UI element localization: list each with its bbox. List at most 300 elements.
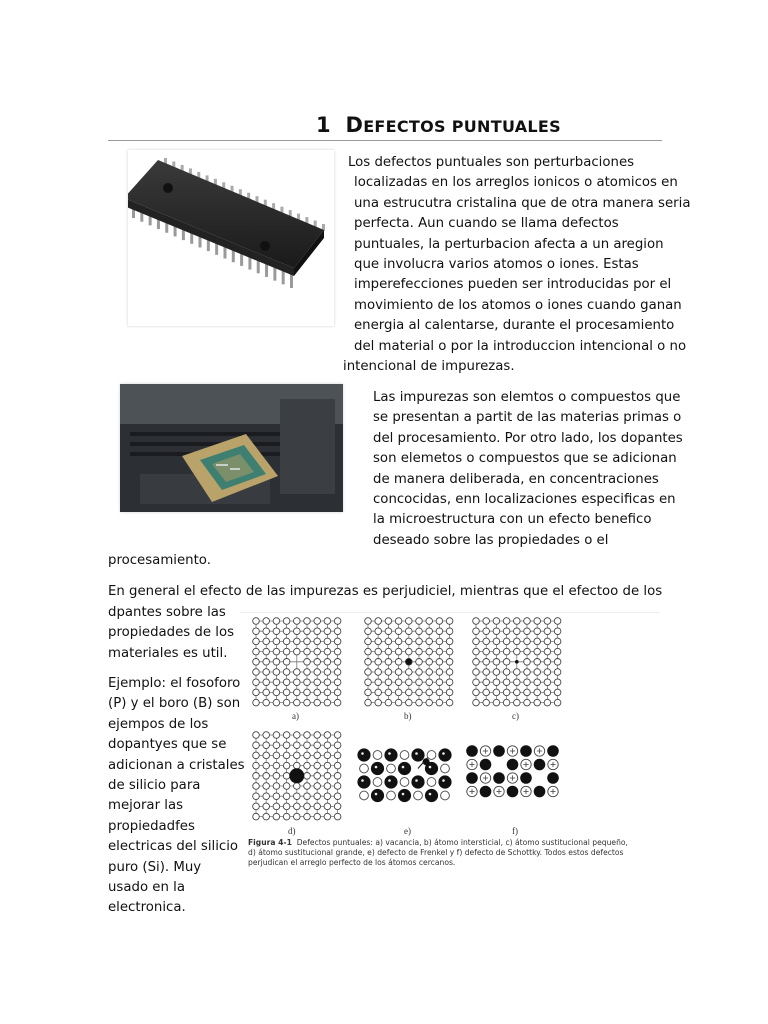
figure-label-b: b): [404, 711, 412, 721]
chip-image: [128, 150, 334, 326]
lattice-atom: [253, 689, 260, 696]
lattice-atom: [503, 659, 510, 666]
lattice-atom: [304, 773, 311, 780]
lattice-atom: [314, 742, 321, 749]
lattice-atom: [503, 628, 510, 635]
lattice-atom: [294, 669, 301, 676]
para1-line: Los defectos puntuales son perturbaciones: [348, 155, 635, 170]
lattice-atom: [273, 648, 280, 655]
lattice-atom: [446, 669, 453, 676]
para4-line: adicionan a cristales: [108, 757, 245, 773]
lattice-atom: [294, 742, 301, 749]
lattice-atom: [446, 648, 453, 655]
figure-label-e: e): [404, 826, 411, 836]
lattice-atom: [334, 699, 341, 706]
lattice-atom: [273, 699, 280, 706]
lattice-atom: [273, 628, 280, 635]
lattice-atom: [544, 648, 551, 655]
lattice-atom: [483, 689, 490, 696]
lattice-atom: [263, 752, 270, 759]
para4-line: propiedadfes: [108, 818, 195, 834]
lattice-atom: [473, 618, 480, 625]
lattice-atom: [483, 648, 490, 655]
lattice-atom: [554, 679, 561, 686]
cpu-image: [120, 384, 343, 512]
lattice-atom: [385, 618, 392, 625]
para2-line: deseado sobre las propiedades o el: [373, 532, 609, 548]
lattice-atom: [273, 669, 280, 676]
lattice-atom: [334, 669, 341, 676]
para1-line: puntuales, la perturbacion afecta a un aregion: [354, 236, 664, 252]
lattice-atom: [314, 618, 321, 625]
para4-line: usado en la: [108, 880, 185, 896]
lattice-atom: [395, 679, 402, 686]
lattice-atom: [534, 648, 541, 655]
lattice-atom: [273, 793, 280, 800]
lattice-atom: [304, 679, 311, 686]
ion-large: [357, 748, 370, 761]
lattice-atom: [436, 618, 443, 625]
lattice-atom: [263, 793, 270, 800]
lattice-atom: [273, 752, 280, 759]
lattice-atom: [304, 669, 311, 676]
lattice-atom: [426, 638, 433, 645]
lattice-atom: [554, 689, 561, 696]
lattice-atom: [514, 689, 521, 696]
lattice-atom: [395, 689, 402, 696]
lattice-atom: [304, 803, 311, 810]
ion-small: [400, 751, 409, 760]
lattice-atom: [283, 628, 290, 635]
lattice-atom: [253, 699, 260, 706]
para1-line: imperefecciones pueden ser introducidas por el: [354, 277, 672, 293]
ion-large: [384, 748, 397, 761]
lattice-atom: [253, 628, 260, 635]
lattice-atom: [446, 689, 453, 696]
para2-line: del procesamiento. Por otro lado, los dopantes: [373, 430, 683, 446]
ion-large: [547, 745, 559, 757]
lattice-atom: [473, 638, 480, 645]
lattice-atom: [334, 618, 341, 625]
lattice-atom: [426, 689, 433, 696]
lattice-atom: [544, 689, 551, 696]
lattice-atom: [473, 679, 480, 686]
lattice-atom: [314, 679, 321, 686]
ion-highlight: [402, 766, 405, 769]
lattice-atom: [324, 813, 331, 820]
lattice-atom: [395, 659, 402, 666]
lattice-atom: [273, 689, 280, 696]
lattice-atom: [416, 648, 423, 655]
lattice-atom: [304, 742, 311, 749]
para4-line: electricas del silicio: [108, 839, 239, 855]
ion-highlight: [388, 752, 391, 755]
lattice-atom: [524, 689, 531, 696]
lattice-atom: [263, 669, 270, 676]
ion-highlight: [442, 779, 445, 782]
lattice-atom: [283, 813, 290, 820]
lattice-atom: [253, 752, 260, 759]
lattice-atom: [395, 669, 402, 676]
para1-line: del material o por la introduccion intencional o no: [354, 338, 687, 354]
para4-line: mejorar las: [108, 798, 184, 814]
lattice-atom: [294, 628, 301, 635]
ion-large: [507, 786, 519, 798]
ion-highlight: [415, 752, 418, 755]
lattice-atom: [514, 648, 521, 655]
lattice-atom: [514, 618, 521, 625]
section-number: 1: [316, 113, 331, 137]
lattice-atom: [395, 628, 402, 635]
lattice-atom: [375, 699, 382, 706]
lattice-atom: [324, 648, 331, 655]
lattice-atom: [324, 773, 331, 780]
lattice-atom: [334, 742, 341, 749]
figure-label-c: c): [512, 711, 519, 721]
ion-large: [480, 759, 492, 771]
para1-line: intencional de impurezas.: [343, 359, 515, 375]
lattice-atom: [324, 803, 331, 810]
lattice-atom: [334, 813, 341, 820]
lattice-atom: [304, 699, 311, 706]
lattice-atom: [426, 679, 433, 686]
ion-large: [480, 786, 492, 798]
lattice-atom: [375, 659, 382, 666]
lattice-atom: [253, 742, 260, 749]
lattice-atom: [304, 618, 311, 625]
heading-rule: [108, 140, 662, 141]
figure-caption-label: Figura 4-1: [248, 838, 292, 847]
lattice-atom: [324, 618, 331, 625]
chip-pin: [282, 270, 285, 284]
ion-large: [411, 748, 424, 761]
ion-large: [547, 772, 559, 784]
ion-large: [534, 786, 546, 798]
lattice-atom: [524, 638, 531, 645]
lattice-atom: [253, 618, 260, 625]
figure-caption: [248, 838, 628, 868]
lattice-atom: [334, 628, 341, 635]
lattice-atom: [426, 669, 433, 676]
lattice-atom: [304, 752, 311, 759]
lattice-atom: [514, 679, 521, 686]
lattice-atom: [544, 679, 551, 686]
lattice-atom: [283, 732, 290, 739]
para1-line: perfecta. Aun cuando se llama defectos: [354, 216, 619, 232]
lattice-atom: [446, 659, 453, 666]
lattice-atom: [324, 783, 331, 790]
lattice-atom: [503, 699, 510, 706]
lattice-atom: [263, 679, 270, 686]
lattice-atom: [273, 762, 280, 769]
lattice-atom: [263, 648, 270, 655]
lattice-atom: [304, 783, 311, 790]
lattice-atom: [365, 699, 372, 706]
lattice-atom: [263, 773, 270, 780]
lattice-atom: [524, 618, 531, 625]
lattice-atom: [263, 659, 270, 666]
lattice-atom: [294, 793, 301, 800]
lattice-atom: [324, 679, 331, 686]
lattice-atom: [385, 669, 392, 676]
lattice-atom: [334, 659, 341, 666]
lattice-atom: [493, 628, 500, 635]
lattice-atom: [263, 732, 270, 739]
lattice-atom: [554, 699, 561, 706]
para4-line: puro (Si). Muy: [108, 859, 202, 875]
para2-line: Las impurezas son elemtos o compuestos que: [373, 390, 681, 405]
lattice-atom: [406, 699, 413, 706]
lattice-atom: [273, 813, 280, 820]
para2-line: concocidas, enn localizaciones especificas en: [373, 492, 676, 508]
para4-line: de silicio para: [108, 778, 201, 794]
para3-line: materiales es util.: [108, 645, 228, 661]
lattice-atom: [314, 813, 321, 820]
lattice-atom: [283, 618, 290, 625]
ion-large: [411, 775, 424, 788]
lattice-atom: [283, 679, 290, 686]
lattice-atom: [534, 699, 541, 706]
lattice-atom: [534, 659, 541, 666]
lattice-atom: [375, 628, 382, 635]
chip-pin: [290, 274, 293, 288]
lattice-atom: [524, 659, 531, 666]
lattice-atom: [416, 679, 423, 686]
lattice-atom: [324, 659, 331, 666]
lattice-atom: [473, 628, 480, 635]
lattice-atom: [375, 669, 382, 676]
lattice-atom: [534, 628, 541, 635]
interstitial-atom: [406, 659, 412, 665]
lattice-atom: [334, 783, 341, 790]
lattice-atom: [544, 638, 551, 645]
lattice-diagrams: [240, 613, 660, 843]
lattice-atom: [304, 793, 311, 800]
lattice-atom: [524, 628, 531, 635]
lattice-atom: [324, 762, 331, 769]
lattice-atom: [385, 689, 392, 696]
lattice-atom: [273, 732, 280, 739]
lattice-atom: [283, 659, 290, 666]
para2-line: la microestructura con un efecto benefico: [373, 512, 652, 528]
lattice-atom: [534, 618, 541, 625]
lattice-atom: [554, 638, 561, 645]
para1-line: movimiento de los atomos o iones cuando ganan: [354, 297, 682, 313]
frenkel-interstitial: [423, 758, 430, 765]
lattice-atom: [253, 679, 260, 686]
lattice-atom: [426, 648, 433, 655]
lattice-atom: [324, 628, 331, 635]
lattice-atom: [416, 669, 423, 676]
lattice-atom: [304, 638, 311, 645]
lattice-atom: [473, 659, 480, 666]
lattice-atom: [253, 638, 260, 645]
lattice-atom: [503, 689, 510, 696]
lattice-atom: [446, 628, 453, 635]
lattice-atom: [514, 628, 521, 635]
para4-line: ejempos de los: [108, 716, 209, 732]
caption-line: perjudican el arreglo perfecto de los átomos cercanos.: [248, 858, 456, 867]
lattice-atom: [365, 628, 372, 635]
lattice-atom: [294, 813, 301, 820]
lattice-atom: [446, 699, 453, 706]
lattice-atom: [365, 659, 372, 666]
lattice-atom: [416, 659, 423, 666]
lattice-atom: [263, 628, 270, 635]
lattice-atom: [406, 628, 413, 635]
lattice-atom: [324, 732, 331, 739]
lattice-atom: [314, 773, 321, 780]
lattice-atom: [253, 793, 260, 800]
lattice-atom: [493, 648, 500, 655]
lattice-atom: [304, 689, 311, 696]
ion-highlight: [442, 752, 445, 755]
lattice-atom: [314, 793, 321, 800]
lattice-atom: [436, 689, 443, 696]
large-substitutional-atom: [289, 768, 304, 783]
lattice-atom: [273, 618, 280, 625]
lattice-atom: [314, 638, 321, 645]
lattice-atom: [493, 669, 500, 676]
ion-large: [493, 772, 505, 784]
lattice-atom: [365, 618, 372, 625]
lattice-atom: [283, 699, 290, 706]
paragraph-4: [108, 674, 245, 919]
ion-large: [507, 759, 519, 771]
paragraph-1: [343, 153, 690, 377]
lattice-atom: [493, 679, 500, 686]
lattice-atom: [416, 638, 423, 645]
lattice-atom: [483, 669, 490, 676]
lattice-atom: [503, 669, 510, 676]
lattice-atom: [375, 618, 382, 625]
paragraph-2: [373, 388, 683, 551]
ion-highlight: [361, 779, 364, 782]
lattice-atom: [473, 648, 480, 655]
lattice-atom: [385, 679, 392, 686]
lattice-atom: [493, 638, 500, 645]
ion-highlight: [388, 779, 391, 782]
lattice-atom: [544, 628, 551, 635]
ion-highlight: [429, 766, 432, 769]
lattice-atom: [304, 648, 311, 655]
lattice-atom: [273, 638, 280, 645]
lattice-atom: [283, 648, 290, 655]
lattice-atom: [294, 699, 301, 706]
lattice-atom: [436, 699, 443, 706]
para3-first-line: En general el efecto de las impurezas es perjudiciel, mientras que el efectoo de los: [108, 584, 663, 599]
lattice-atom: [524, 699, 531, 706]
lattice-atom: [263, 813, 270, 820]
lattice-atom: [294, 679, 301, 686]
lattice-atom: [534, 669, 541, 676]
para1-line: una estrucutra cristalina que de otra manera seria: [354, 195, 691, 211]
lattice-atom: [416, 699, 423, 706]
lattice-atom: [253, 813, 260, 820]
lattice-atom: [385, 638, 392, 645]
lattice-atom: [294, 689, 301, 696]
figure-label-a: a): [292, 711, 299, 721]
lattice-atom: [273, 659, 280, 666]
dip-chip-illustration: [128, 150, 334, 326]
lattice-atom: [334, 752, 341, 759]
ion-large: [398, 789, 411, 802]
ion-large: [466, 745, 478, 757]
lattice-atom: [334, 793, 341, 800]
ion-large: [384, 775, 397, 788]
lattice-atom: [483, 659, 490, 666]
ion-highlight: [361, 752, 364, 755]
lattice-atom: [426, 659, 433, 666]
lattice-atom: [294, 648, 301, 655]
lattice-atom: [253, 803, 260, 810]
lattice-atom: [436, 628, 443, 635]
lattice-atom: [514, 638, 521, 645]
figure-label-d: d): [288, 826, 296, 836]
lattice-atom: [473, 669, 480, 676]
ion-small: [387, 791, 396, 800]
lattice-atom: [324, 699, 331, 706]
lattice-atom: [334, 803, 341, 810]
lattice-atom: [283, 689, 290, 696]
lattice-atom: [554, 648, 561, 655]
heading-initial: D: [345, 113, 364, 137]
lattice-atom: [273, 773, 280, 780]
ion-large: [371, 762, 384, 775]
ion-small: [373, 751, 382, 760]
ion-large: [466, 772, 478, 784]
lattice-atom: [544, 699, 551, 706]
ion-small: [427, 778, 436, 787]
lattice-atom: [283, 793, 290, 800]
lattice-atom: [514, 669, 521, 676]
lattice-atom: [324, 742, 331, 749]
figure-label-f: f): [512, 826, 518, 836]
lattice-atom: [416, 618, 423, 625]
lattice-atom: [334, 689, 341, 696]
lattice-atom: [283, 638, 290, 645]
para1-line: energia al calentarse, durante el procesamiento: [354, 318, 675, 334]
ion-highlight: [375, 793, 378, 796]
lattice-atom: [524, 669, 531, 676]
para2-line: procesamiento.: [108, 553, 211, 568]
lattice-atom: [263, 762, 270, 769]
lattice-atom: [554, 628, 561, 635]
ion-large: [357, 775, 370, 788]
lattice-atom: [294, 618, 301, 625]
lattice-atom: [304, 813, 311, 820]
lattice-atom: [385, 648, 392, 655]
lattice-atom: [375, 679, 382, 686]
lattice-atom: [426, 618, 433, 625]
ion-highlight: [415, 779, 418, 782]
lattice-atom: [253, 648, 260, 655]
lattice-atom: [283, 803, 290, 810]
lattice-atom: [283, 773, 290, 780]
ion-small: [400, 778, 409, 787]
lattice-atom: [283, 752, 290, 759]
ion-large: [425, 789, 438, 802]
lattice-atom: [334, 732, 341, 739]
lattice-atom: [544, 618, 551, 625]
ion-small: [441, 791, 450, 800]
lattice-atom: [314, 659, 321, 666]
lattice-atom: [534, 679, 541, 686]
ion-large: [534, 759, 546, 771]
paragraph-3-rest: [108, 603, 234, 664]
lattice-atom: [334, 638, 341, 645]
para3-line: propiedades de los: [108, 625, 235, 641]
